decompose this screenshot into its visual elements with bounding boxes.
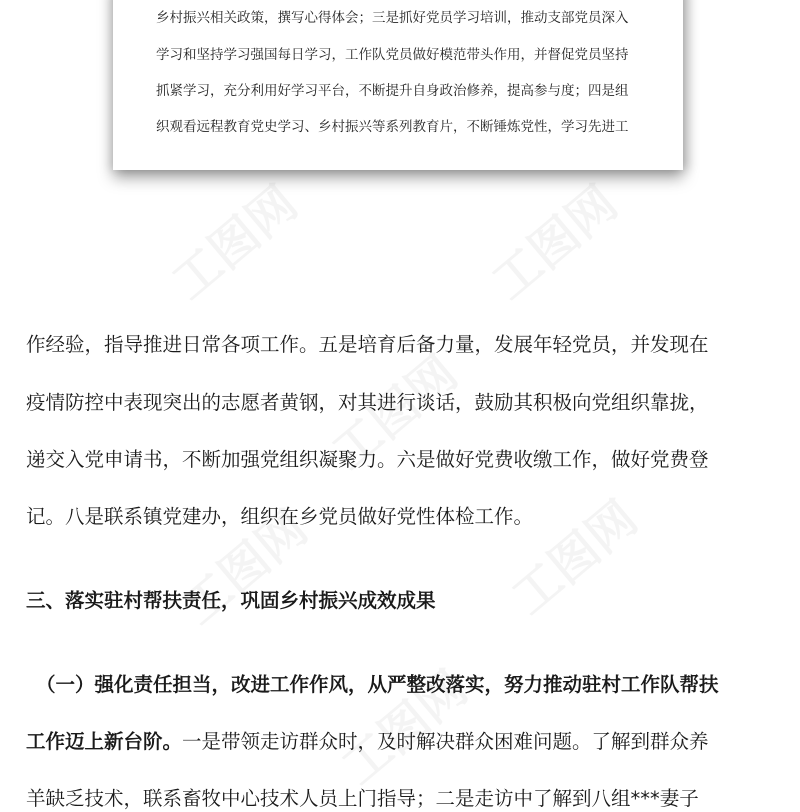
paragraph-line: 递交入党申请书，不断加强党组织凝聚力。六是做好党费收缴工作，做好党费登 [26, 448, 709, 471]
paragraph-line: 作经验，指导推进日常各项工作。五是培育后备力量，发展年轻党员，并发现在 [26, 333, 709, 356]
card-text-line: 织观看远程教育党史学习、乡村振兴等系列教育片，不断锤炼党性，学习先进工 [156, 119, 629, 135]
card-text-line: 乡村振兴相关政策，撰写心得体会；三是抓好党员学习培训，推动支部党员深入 [156, 10, 629, 26]
paragraph-line: 羊缺乏技术，联系畜牧中心技术人员上门指导；二是走访中了解到八组***妻子 [26, 787, 699, 810]
card-text-line: 抓紧学习，充分利用好学习平台，不断提升自身政治修养，提高参与度；四是组 [156, 83, 629, 99]
paragraph-line: 疫情防控中表现突出的志愿者黄钢，对其进行谈话，鼓励其积极向党组织靠拢， [26, 391, 709, 414]
watermark [155, 167, 310, 312]
card-text-line: 学习和坚持学习强国每日学习，工作队党员做好模范带头作用，并督促党员坚持 [156, 47, 629, 63]
sub-heading-continuation: 工作迈上新台阶。 [26, 730, 183, 753]
sub-heading: （一）强化责任担当，改进工作作风，从严整改落实，努力推动驻村工作队帮扶 [36, 673, 719, 696]
paragraph-line [26, 729, 709, 755]
paragraph-line: 记。八是联系镇党建办，组织在乡党员做好党性体检工作。 [26, 505, 534, 528]
watermark [475, 167, 630, 312]
document-preview-card [113, 0, 683, 170]
section-heading: 三、落实驻村帮扶责任，巩固乡村振兴成效成果 [26, 589, 436, 612]
paragraph-text: 一是带领走访群众时，及时解决群众困难问题。了解到群众养 [182, 730, 709, 753]
